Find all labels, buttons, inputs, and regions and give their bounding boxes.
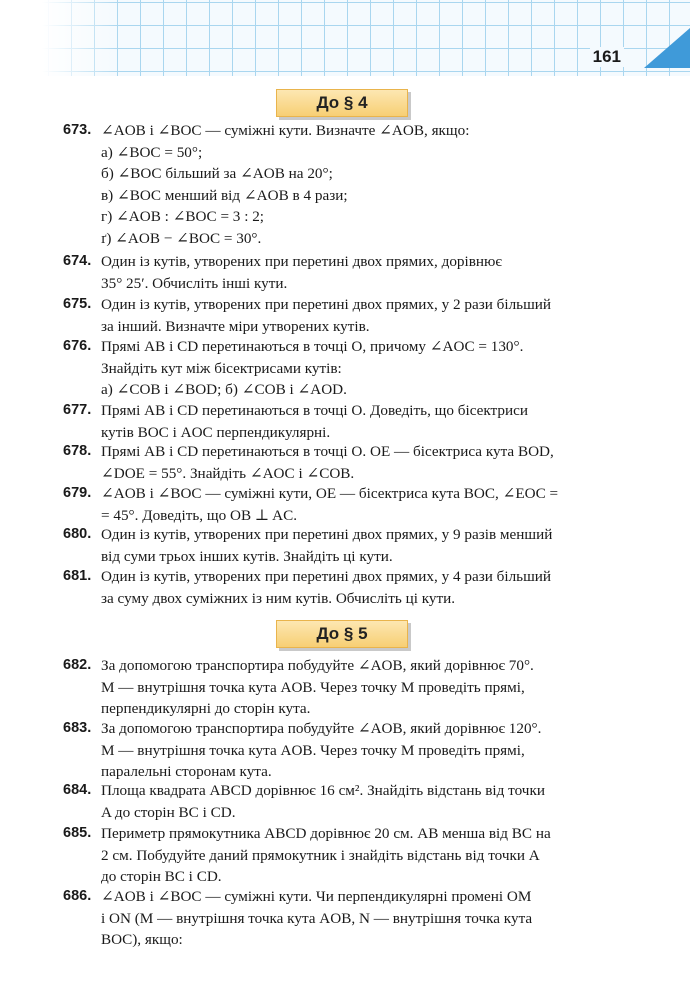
problem-text: паралельні сторонам кута. [101,763,272,780]
problem-677 [63,400,630,443]
problem-text: ∠DOE = 55°. Знайдіть ∠AOC і ∠COB. [101,464,355,482]
problem-text: і ON (M — внутрішня точка кута AOB, N — внутрішня точка кута [101,909,533,927]
problem-text: 2 см. Побудуйте даний прямокутник і знайдіть відстань від точки A [101,846,540,864]
problem-text: за інший. Визначте міри утворених кутів. [101,317,370,335]
problem-text: Прямі AB і CD перетинаються в точці O. Доведіть, що бісектриси [101,402,528,419]
problem-item: а) ∠BOC = 50°; [101,143,203,161]
problem-text: = 45°. Доведіть, що OB ⊥ AC. [101,506,298,524]
problem-686 [63,886,630,951]
problem-text: A до сторін BC і CD. [101,803,236,821]
problem-text: Один із кутів, утворених при перетині двох прямих, у 9 разів менший [101,526,553,543]
problem-text: M — внутрішня точка кута AOB. Через точку M проведіть прямі, [101,678,525,696]
problem-text: за суму двох суміжних із ним кутів. Обчисліть ці кути. [101,589,456,607]
problem-number: 683. [63,720,92,736]
problem-text: Прямі AB і CD перетинаються в точці O, причому ∠AOC = 130°. [101,338,524,355]
problem-text: Периметр прямокутника ABCD дорівнює 20 см. AB менша від BC на [101,825,551,842]
problem-text: 35° 25′. Обчисліть інші кути. [101,274,288,292]
problem-number: 674. [63,253,92,269]
problem-text: BOC), якщо: [101,931,183,948]
problem-text: M — внутрішня точка кута AOB. Через точку M проведіть прямі, [101,741,525,759]
problem-674 [63,251,630,294]
problem-number: 678. [63,443,92,459]
problem-683 [63,718,630,783]
problem-number: 681. [63,568,92,584]
problem-681 [63,566,630,609]
problem-number: 685. [63,825,92,841]
problem-number: 679. [63,485,92,501]
grid-fade [0,0,120,76]
problem-item: а) ∠COB і ∠BOD; б) ∠COB і ∠AOD. [101,381,347,398]
problem-number: 686. [63,888,92,904]
problem-676 [63,336,630,401]
problem-text: Один із кутів, утворених при перетині двох прямих, у 4 рази більший [101,568,552,585]
problem-text: ∠AOB і ∠BOC — суміжні кути. Визначте ∠AOB, якщо: [101,122,470,139]
problem-text: до сторін BC і CD. [101,868,222,885]
problem-678 [63,441,630,484]
problem-text: Площа квадрата ABCD дорівнює 16 см². Знайдіть відстань від точки [101,782,545,799]
problem-675 [63,294,630,337]
problem-number: 680. [63,526,92,542]
problem-text: Один із кутів, утворених при перетині двох прямих, дорівнює [101,253,502,270]
problem-number: 677. [63,402,92,418]
problem-text: перпендикулярні до сторін кута. [101,700,311,717]
problem-number: 673. [63,122,92,138]
problem-text: від суми трьох інших кутів. Знайдіть ці кути. [101,547,393,565]
problem-679 [63,483,630,526]
page-number: 161 [590,47,624,67]
problem-item: ґ) ∠AOB − ∠BOC = 30°. [101,229,262,247]
problem-684 [63,780,630,823]
problem-685 [63,823,630,888]
problem-673 [63,120,630,249]
problem-number: 676. [63,338,92,354]
problem-text: За допомогою транспортира побудуйте ∠AOB, який дорівнює 120°. [101,720,542,737]
problem-text: ∠AOB і ∠BOC — суміжні кути, OE — бісектриса кута BOC, ∠EOC = [101,485,559,502]
problem-item: б) ∠BOC більший за ∠AOB на 20°; [101,165,333,182]
section-header-4: До § 4 [276,89,408,117]
problem-number: 682. [63,657,92,673]
problem-680 [63,524,630,567]
problem-text: За допомогою транспортира побудуйте ∠AOB, який дорівнює 70°. [101,657,534,674]
problem-number: 684. [63,782,92,798]
problem-item: в) ∠BOC менший від ∠AOB в 4 рази; [101,186,348,204]
problem-text: кутів BOC і AOC перпендикулярні. [101,423,331,441]
section-header-5: До § 5 [276,620,408,648]
problem-number: 675. [63,296,92,312]
problem-text: Прямі AB і CD перетинаються в точці O. OE — бісектриса кута BOD, [101,443,554,460]
corner-tab-icon [644,28,690,68]
problem-text: Один із кутів, утворених при перетині двох прямих, у 2 рази більший [101,296,552,313]
problem-682 [63,655,630,720]
problem-text: Знайдіть кут між бісектрисами кутів: [101,359,342,377]
problem-text: ∠AOB і ∠BOC — суміжні кути. Чи перпендикулярні промені OM [101,888,532,905]
problem-item: г) ∠AOB : ∠BOC = 3 : 2; [101,208,265,225]
